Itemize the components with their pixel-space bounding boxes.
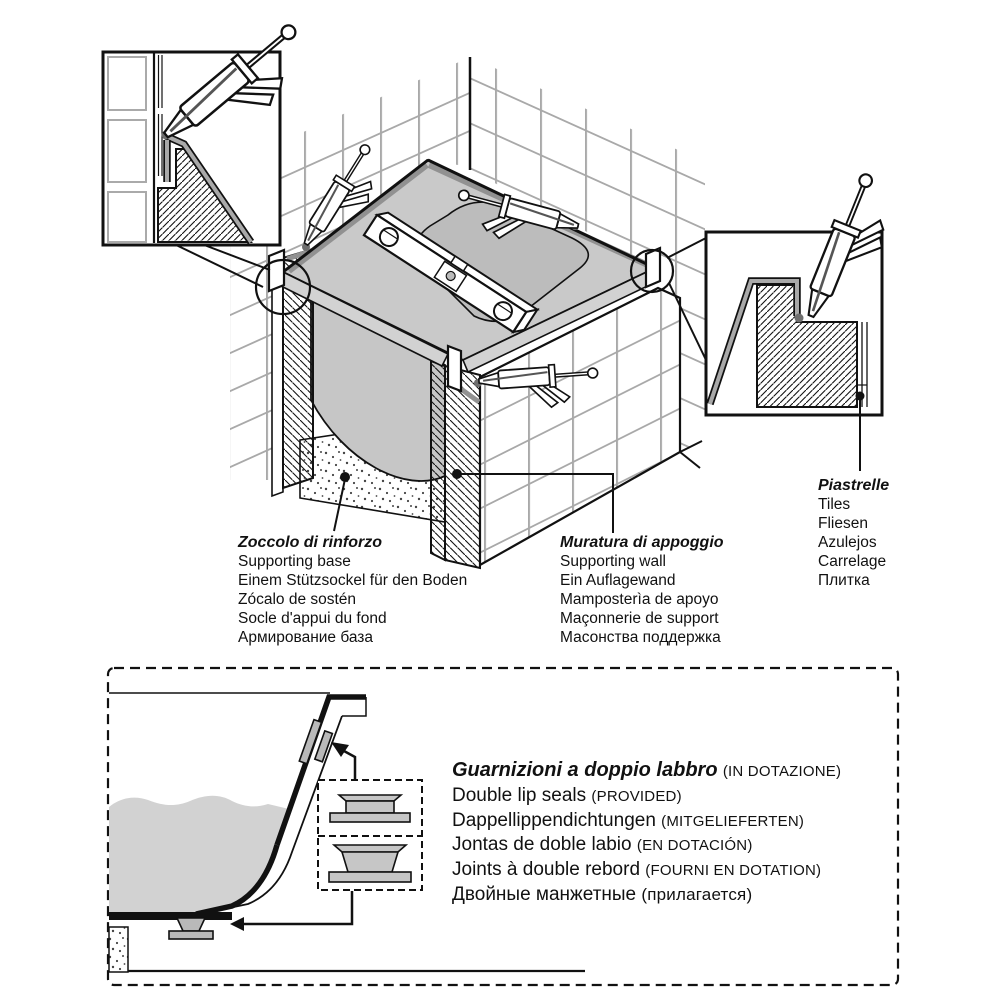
label-supporting-wall	[560, 533, 724, 647]
seal-line-note: (MITGELIEFERTEN)	[661, 812, 805, 830]
label-line: Maçonnerie de support	[560, 610, 719, 627]
label-line: Плитка	[818, 572, 870, 589]
seal-line-text: Double lip seals	[452, 784, 587, 806]
double-lip-seal-under-tub	[169, 918, 213, 939]
sealant-bead	[795, 314, 804, 323]
seal-line	[452, 809, 841, 834]
seal-line-text: Guarnizioni a doppio labbro	[452, 759, 718, 781]
seal-line-text: Jontas de doble labio	[452, 834, 632, 856]
seal-line-text: Двойные манжетные	[452, 883, 637, 905]
label-line: Supporting wall	[560, 553, 666, 570]
label-supporting-wall-title: Muratura di appoggio	[560, 534, 724, 551]
label-line: Supporting base	[238, 553, 351, 570]
label-supporting-base	[238, 533, 467, 647]
seal-line	[452, 759, 841, 784]
label-line: Einem Stützsockel für den Boden	[238, 572, 468, 589]
seal-line	[452, 858, 841, 883]
label-tiles-title: Piastrelle	[818, 477, 890, 494]
label-line: Carrelage	[818, 553, 887, 570]
label-line: Fliesen	[818, 515, 868, 532]
arrow-icon	[331, 742, 349, 757]
label-line: Socle d'appui du fond	[238, 610, 387, 627]
seal-line-text: Joints à double rebord	[452, 859, 641, 881]
label-tiles	[818, 476, 889, 590]
seal-line-note: (EN DOTACIÓN)	[636, 837, 753, 855]
label-line: Azulejos	[818, 534, 877, 551]
seal-line	[452, 883, 841, 907]
label-line: Масонства поддержка	[560, 629, 721, 646]
seal-line	[452, 833, 841, 858]
label-line: Mamposterìa de apoyo	[560, 591, 719, 608]
rim-corner-tab-front	[448, 346, 461, 391]
seal-line-note: (IN DOTAZIONE)	[722, 763, 842, 780]
supporting-base-cross-section	[109, 927, 128, 972]
seal-line-note: (прилагается)	[641, 884, 753, 904]
label-line: Ein Auflagewand	[560, 572, 676, 589]
detail-inset-right	[706, 170, 905, 471]
label-seals	[452, 759, 841, 907]
seal-line	[452, 784, 841, 809]
seal-profiles-box	[318, 780, 422, 890]
label-line: Tiles	[818, 496, 851, 513]
rim-corner-tab-left	[269, 250, 284, 291]
label-line: Zócalo de sostén	[238, 591, 357, 608]
leader-dot	[856, 392, 865, 401]
seal-line-text: Dappellippendichtungen	[452, 809, 656, 831]
label-line: Армирование база	[238, 629, 374, 646]
seal-line-note: (PROVIDED)	[591, 787, 682, 805]
arrow-icon	[230, 917, 244, 931]
double-lip-seal-on-wall	[299, 720, 334, 769]
label-supporting-base-title: Zoccolo di rinforzo	[238, 534, 382, 551]
seal-line-note: (FOURNI EN DOTATION)	[645, 862, 822, 880]
inset-left-tiles	[108, 57, 146, 242]
rim-corner-tab-right	[646, 248, 660, 287]
